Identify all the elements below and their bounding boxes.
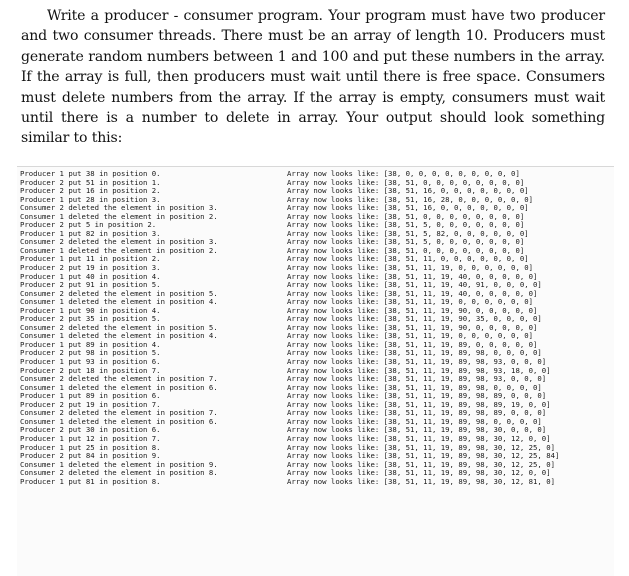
array-state: Array now looks like: [38, 51, 11, 19, 90, 35, 0, 0, 0, 0] [287,314,542,324]
event-message: Producer 1 put 89 in position 4. [20,339,161,349]
array-state: Array now looks like: [38, 51, 11, 19, 89, 98, 30, 12, 81, 0] [287,476,555,486]
array-state: Array now looks like: [38, 51, 11, 19, 0, 0, 0, 0, 0, 0] [287,297,534,307]
event-message: Consumer 1 deleted the element in position 2. [20,211,218,221]
event-message: Consumer 1 deleted the element in position 4. [20,297,218,307]
event-message: Producer 1 put 38 in position 0. [20,169,161,178]
event-message: Producer 1 put 12 in position 7. [20,433,161,443]
array-state: Array now looks like: [38, 51, 11, 19, 89, 98, 30, 12, 25, 0] [287,442,555,452]
event-message: Producer 1 put 11 in position 2. [20,254,161,264]
event-message: Producer 2 put 91 in position 5. [20,280,161,290]
event-message: Producer 2 put 16 in position 2. [20,186,161,196]
array-state: Array now looks like: [38, 51, 5, 82, 0, 0, 0, 0, 0, 0] [287,228,529,238]
array-state: Array now looks like: [38, 51, 11, 19, 89, 98, 93, 0, 0, 0] [287,357,547,367]
event-message: Producer 2 put 19 in position 3. [20,263,161,273]
event-message: Consumer 1 deleted the element in position 9. [20,459,218,469]
array-state: Array now looks like: [38, 51, 11, 19, 89, 98, 93, 18, 0, 0] [287,365,551,375]
array-state: Array now looks like: [38, 51, 11, 19, 89, 98, 0, 0, 0, 0] [287,348,542,358]
array-state: Array now looks like: [38, 51, 11, 19, 89, 0, 0, 0, 0, 0] [287,339,538,349]
array-state: Array now looks like: [38, 0, 0, 0, 0, 0, 0, 0, 0, 0] [287,169,520,178]
assignment-prompt: Write a producer - consumer program. Your program must have two producer and two consumer threads. There must be an array of length 10. Producers must generate random numbers between 1 and 100 and put these numbers in the array. If the array is full, then producers must wait until there is free space. Consumers must delete numbers from the array. If the array is empty, consumers must wait until there is a number to delete in array. Your output should look something similar to this: [21,8,605,147]
event-message: Producer 1 put 82 in position 3. [20,228,161,238]
array-state: Array now looks like: [38, 51, 11, 19, 90, 0, 0, 0, 0, 0] [287,305,538,315]
event-message: Consumer 2 deleted the element in position 7. [20,408,218,418]
event-message: Consumer 2 deleted the element in position 3. [20,237,218,247]
event-message: Consumer 2 deleted the element in position 5. [20,288,218,298]
event-message: Producer 2 put 5 in position 2. [20,220,157,230]
array-state: Array now looks like: [38, 51, 0, 0, 0, 0, 0, 0, 0, 0] [287,245,525,255]
event-message: Producer 2 put 30 in position 6. [20,425,161,435]
array-state: Array now looks like: [38, 51, 11, 19, 89, 98, 89, 0, 0, 0] [287,391,547,401]
array-state: Array now looks like: [38, 51, 11, 19, 40, 91, 0, 0, 0, 0] [287,280,542,290]
array-state: Array now looks like: [38, 51, 16, 28, 0, 0, 0, 0, 0, 0] [287,194,534,204]
event-message: Producer 1 put 90 in position 4. [20,305,161,315]
event-message: Consumer 2 deleted the element in position 8. [20,468,218,478]
array-state: Array now looks like: [38, 51, 0, 0, 0, 0, 0, 0, 0, 0] [287,211,525,221]
array-state: Array now looks like: [38, 51, 16, 0, 0, 0, 0, 0, 0, 0] [287,203,529,213]
array-state: Array now looks like: [38, 51, 11, 19, 89, 98, 89, 19, 0, 0] [287,399,551,409]
event-message: Consumer 1 deleted the element in position 2. [20,245,218,255]
event-message: Producer 2 put 18 in position 7. [20,365,161,375]
event-message: Consumer 1 deleted the element in position 6. [20,382,218,392]
event-message: Producer 2 put 84 in position 9. [20,451,161,461]
array-state: Array now looks like: [38, 51, 11, 19, 0, 0, 0, 0, 0, 0] [287,263,534,273]
array-state: Array now looks like: [38, 51, 11, 19, 90, 0, 0, 0, 0, 0] [287,322,538,332]
event-message: Consumer 2 deleted the element in position 5. [20,322,218,332]
event-message: Producer 2 put 35 in position 5. [20,314,161,324]
array-state: Array now looks like: [38, 51, 11, 19, 40, 0, 0, 0, 0, 0] [287,271,538,281]
array-state: Array now looks like: [38, 51, 5, 0, 0, 0, 0, 0, 0, 0] [287,220,525,230]
program-output-screenshot [17,166,614,576]
event-message: Consumer 1 deleted the element in position 6. [20,416,218,426]
event-message: Producer 2 put 98 in position 5. [20,348,161,358]
array-state: Array now looks like: [38, 51, 11, 0, 0, 0, 0, 0, 0, 0] [287,254,529,264]
array-state: Array now looks like: [38, 51, 11, 19, 89, 98, 30, 12, 0, 0] [287,468,551,478]
event-message: Producer 2 put 51 in position 1. [20,177,161,187]
event-message: Producer 1 put 89 in position 6. [20,391,161,401]
event-message: Producer 1 put 28 in position 3. [20,194,161,204]
event-message: Producer 1 put 93 in position 6. [20,357,161,367]
event-message: Producer 1 put 25 in position 8. [20,442,161,452]
array-state: Array now looks like: [38, 51, 11, 19, 89, 98, 30, 12, 25, 0] [287,459,555,469]
array-state: Array now looks like: [38, 51, 11, 19, 89, 98, 0, 0, 0, 0] [287,416,542,426]
array-state: Array now looks like: [38, 51, 11, 19, 89, 98, 93, 0, 0, 0] [287,374,547,384]
event-message: Producer 1 put 40 in position 4. [20,271,161,281]
array-state: Array now looks like: [38, 51, 11, 19, 0, 0, 0, 0, 0, 0] [287,331,534,341]
output-line [17,478,614,487]
array-state: Array now looks like: [38, 51, 11, 19, 89, 98, 0, 0, 0, 0] [287,382,542,392]
event-message: Consumer 2 deleted the element in position 3. [20,203,218,213]
array-state: Array now looks like: [38, 51, 11, 19, 89, 98, 30, 12, 25, 84] [287,451,560,461]
array-state: Array now looks like: [38, 51, 16, 0, 0, 0, 0, 0, 0, 0] [287,186,529,196]
event-message: Producer 2 put 19 in position 7. [20,399,161,409]
event-message: Consumer 2 deleted the element in position 7. [20,374,218,384]
event-message: Consumer 1 deleted the element in position 4. [20,331,218,341]
array-state: Array now looks like: [38, 51, 11, 19, 89, 98, 30, 12, 0, 0] [287,433,551,443]
array-state: Array now looks like: [38, 51, 5, 0, 0, 0, 0, 0, 0, 0] [287,237,525,247]
array-state: Array now looks like: [38, 51, 11, 19, 89, 98, 89, 0, 0, 0] [287,408,547,418]
array-state: Array now looks like: [38, 51, 11, 19, 89, 98, 30, 0, 0, 0] [287,425,547,435]
event-message: Producer 1 put 81 in position 8. [20,476,161,486]
array-state: Array now looks like: [38, 51, 0, 0, 0, 0, 0, 0, 0, 0] [287,177,525,187]
array-state: Array now looks like: [38, 51, 11, 19, 40, 0, 0, 0, 0, 0] [287,288,538,298]
